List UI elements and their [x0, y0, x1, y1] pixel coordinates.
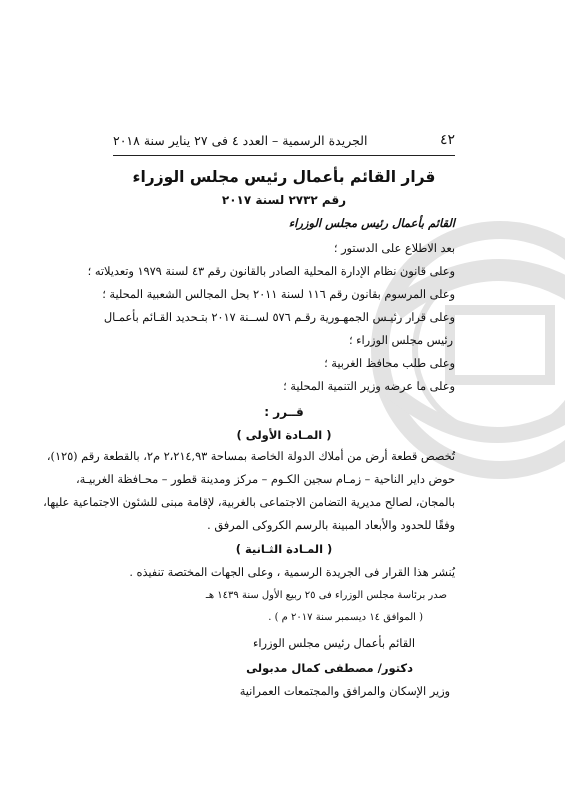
issuer-line: القائم بأعمال رئيس مجلس الوزراء	[288, 216, 455, 230]
article-2-text: يُنشر هذا القرار فى الجريدة الرسمية ، وعلى الجهات المختصة تنفيذه .	[129, 566, 455, 579]
preamble-line: وعلى طلب محافظ الغربية ؛	[324, 357, 455, 370]
preamble-line: وعلى قانون نظام الإدارة المحلية الصادر بالقانون رقم ٤٣ لسنة ١٩٧٩ وتعديلاته ؛	[87, 265, 455, 278]
preamble-line: بعد الاطلاع على الدستور ؛	[333, 242, 455, 255]
article-1-line: حوض داير الناحية – زمـام سجين الكـوم – مركز ومدينة قطور – محـافظة الغربيـة،	[75, 473, 455, 486]
decree-number: رقم ٢٧٣٢ لسنة ٢٠١٧	[221, 193, 347, 207]
signatory-title: القائم بأعمال رئيس مجلس الوزراء	[253, 637, 415, 650]
preamble-line: وعلى المرسوم بقانون رقم ١١٦ لسنة ٢٠١١ بحل المجالس الشعبية المحلية ؛	[102, 288, 455, 301]
article-1-line: بالمجان، لصالح مديرية التضامن الاجتماعى بالغربية، لإقامة مبنى للشئون الاجتماعية عليها،	[43, 496, 455, 509]
gregorian-date: ( الموافق ١٤ ديسمبر سنة ٢٠١٧ م ) .	[268, 612, 423, 623]
header-rule	[113, 155, 455, 156]
article-1-heading: ( المـادة الأولى )	[236, 428, 332, 442]
preamble-line: رئيس مجلس الوزراء ؛	[348, 334, 453, 347]
article-1-line: وفقًا للحدود والأبعاد المبينة بالرسم الكروكى المرفق .	[207, 519, 455, 532]
article-2-heading: ( المـادة الثـانية )	[235, 542, 333, 556]
signatory-role: وزير الإسكان والمرافق والمجتمعات العمرانية	[239, 685, 450, 698]
page-number: ٤٢	[439, 132, 455, 148]
preamble-line: وعلى ما عرضه وزير التنمية المحلية ؛	[283, 380, 455, 393]
page-header	[113, 130, 455, 152]
preamble-line: وعلى قرار رئيـس الجمهـورية رقـم ٥٧٦ لســنة ٢٠١٧ بتـحديد القـائم بأعمـال	[103, 311, 455, 324]
decree-title: قرار القائم بأعمال رئيس مجلس الوزراء	[132, 168, 436, 186]
article-1-line: تُخصص قطعة أرض من أملاك الدولة الخاصة بمساحة ٢،٢١٤,٩٣ م٢، بالقطعة رقم (١٢٥)،	[46, 450, 455, 463]
issue-date: صدر برئاسة مجلس الوزراء فى ٢٥ ربيع الأول سنة ١٤٣٩ هـ	[205, 590, 447, 601]
running-title: الجريدة الرسمية – العدد ٤ فى ٢٧ يناير سنة ٢٠١٨	[113, 133, 368, 148]
decides-heading: قــرر :	[264, 405, 304, 419]
signatory-name: دكتور/ مصطفى كمال مدبولى	[246, 661, 413, 675]
